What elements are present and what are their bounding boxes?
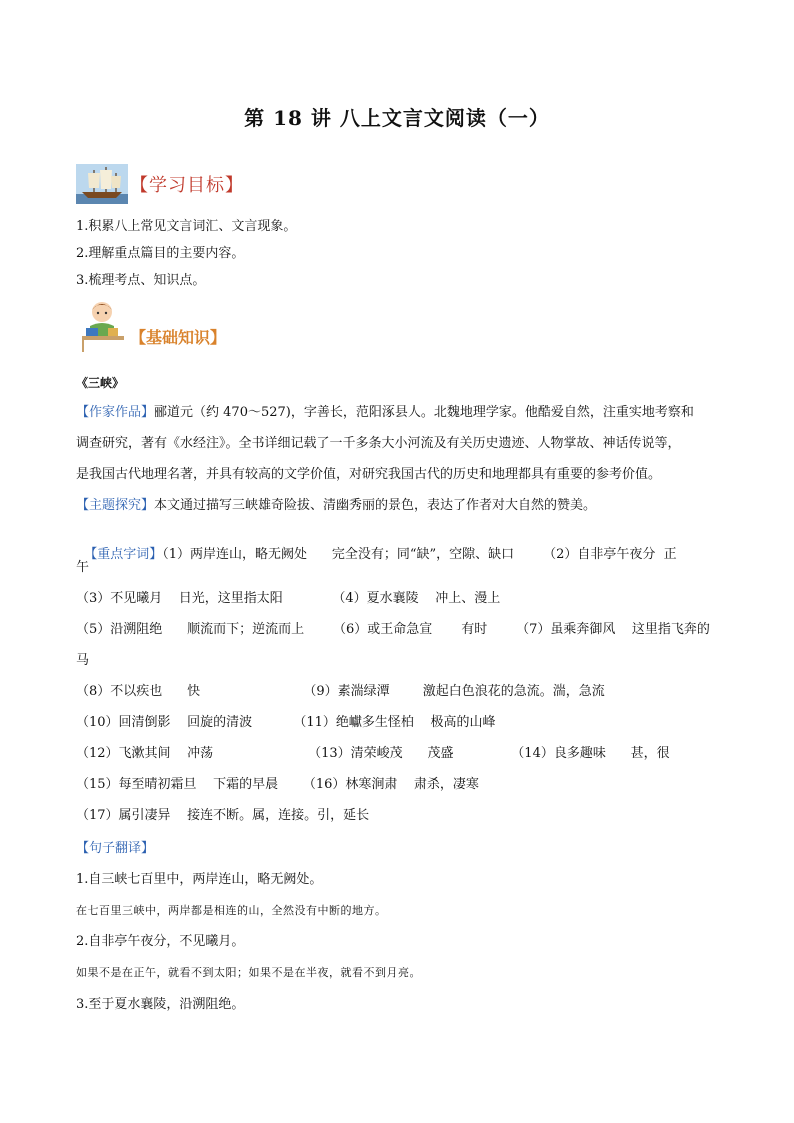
words-tag: 【重点字词】 [84, 547, 163, 562]
words-line-3-cont: 马 [76, 653, 90, 668]
words-line-8: （17）属引凄异 接连不断。属，连接。引，延长 [76, 808, 370, 823]
objective-item: 2.理解重点篇目的主要内容。 [76, 246, 245, 261]
author-line-3: 是我国古代地理名著，并具有较高的文学价值，对研究我国古代的历史和地理都具有重要的参考价值。 [76, 467, 662, 482]
words-line-7: （15）每至晴初霜旦 下霜的早晨 （16）林寒涧肃 肃杀，凄寒 [76, 777, 479, 792]
author-text-1: 郦道元（约 470～527)，字善长，范阳涿县人。北魏地理学家。他酷爱自然，注重实地考察和 [154, 405, 694, 420]
translation-tag: 【句子翻译】 [76, 841, 155, 856]
theme-text: 本文通过描写三峡雄奇险拔、清幽秀丽的景色，表达了作者对大自然的赞美。 [154, 498, 597, 513]
words-line-5: （10）回清倒影 回旋的清波 （11）绝巘多生怪柏 极高的山峰 [76, 715, 496, 730]
words-line-2: （3）不见曦月 日光，这里指太阳 （4）夏水襄陵 冲上、漫上 [76, 591, 501, 606]
objective-item: 3.梳理考点、知识点。 [76, 273, 206, 288]
objective-item: 1.积累八上常见文言词汇、文言现象。 [76, 219, 297, 234]
sailing-ship-icon [76, 164, 128, 204]
words-line-3: （5）沿溯阻绝 顺流而下；逆流而上 （6）或王命急宣 有时 （7）虽乘奔御风 这里指飞奔的 [76, 622, 710, 637]
sentence-3: 3.至于夏水襄陵，沿溯阻绝。 [76, 997, 245, 1012]
author-line-2: 调查研究，著有《水经注》。全书详细记载了一千多条大小河流及有关历史遗迹、人物掌故、神话传说等， [76, 436, 681, 451]
objectives-heading: 【学习目标】 [130, 175, 244, 196]
words-text-1: （1）两岸连山，略无阙处 完全没有；同“缺”，空隙、缺口 （2）自非亭午夜分 正 [162, 547, 677, 562]
words-line-1-cont: 午 [76, 560, 90, 575]
page-title: 第 18 讲 八上文言文阅读（一） [244, 106, 550, 130]
translation-1: 在七百里三峡中，两岸都是相连的山，全然没有中断的地方。 [76, 904, 387, 917]
author-tag: 【作家作品】 [76, 405, 155, 420]
words-line-6: （12）飞漱其间 冲荡 （13）清荣峻茂 茂盛 （14）良多趣味 甚，很 [76, 746, 670, 761]
words-line-4: （8）不以疾也 快 （9）素湍绿潭 激起白色浪花的急流。湍，急流 [76, 684, 605, 699]
objectives-header [76, 164, 244, 204]
student-reading-icon [78, 298, 128, 352]
basics-header [78, 298, 226, 352]
theme-line [76, 497, 596, 515]
sentence-2: 2.自非亭午夜分，不见曦月。 [76, 934, 245, 949]
article-title: 《三峡》 [76, 376, 125, 390]
words-line-1 [76, 528, 677, 564]
basics-heading: 【基础知识】 [130, 327, 227, 347]
author-line-1 [76, 404, 694, 422]
sentence-1: 1.自三峡七百里中，两岸连山，略无阙处。 [76, 872, 323, 887]
translation-2: 如果不是在正午，就看不到太阳；如果不是在半夜，就看不到月亮。 [76, 966, 421, 979]
theme-tag: 【主题探究】 [76, 498, 155, 513]
